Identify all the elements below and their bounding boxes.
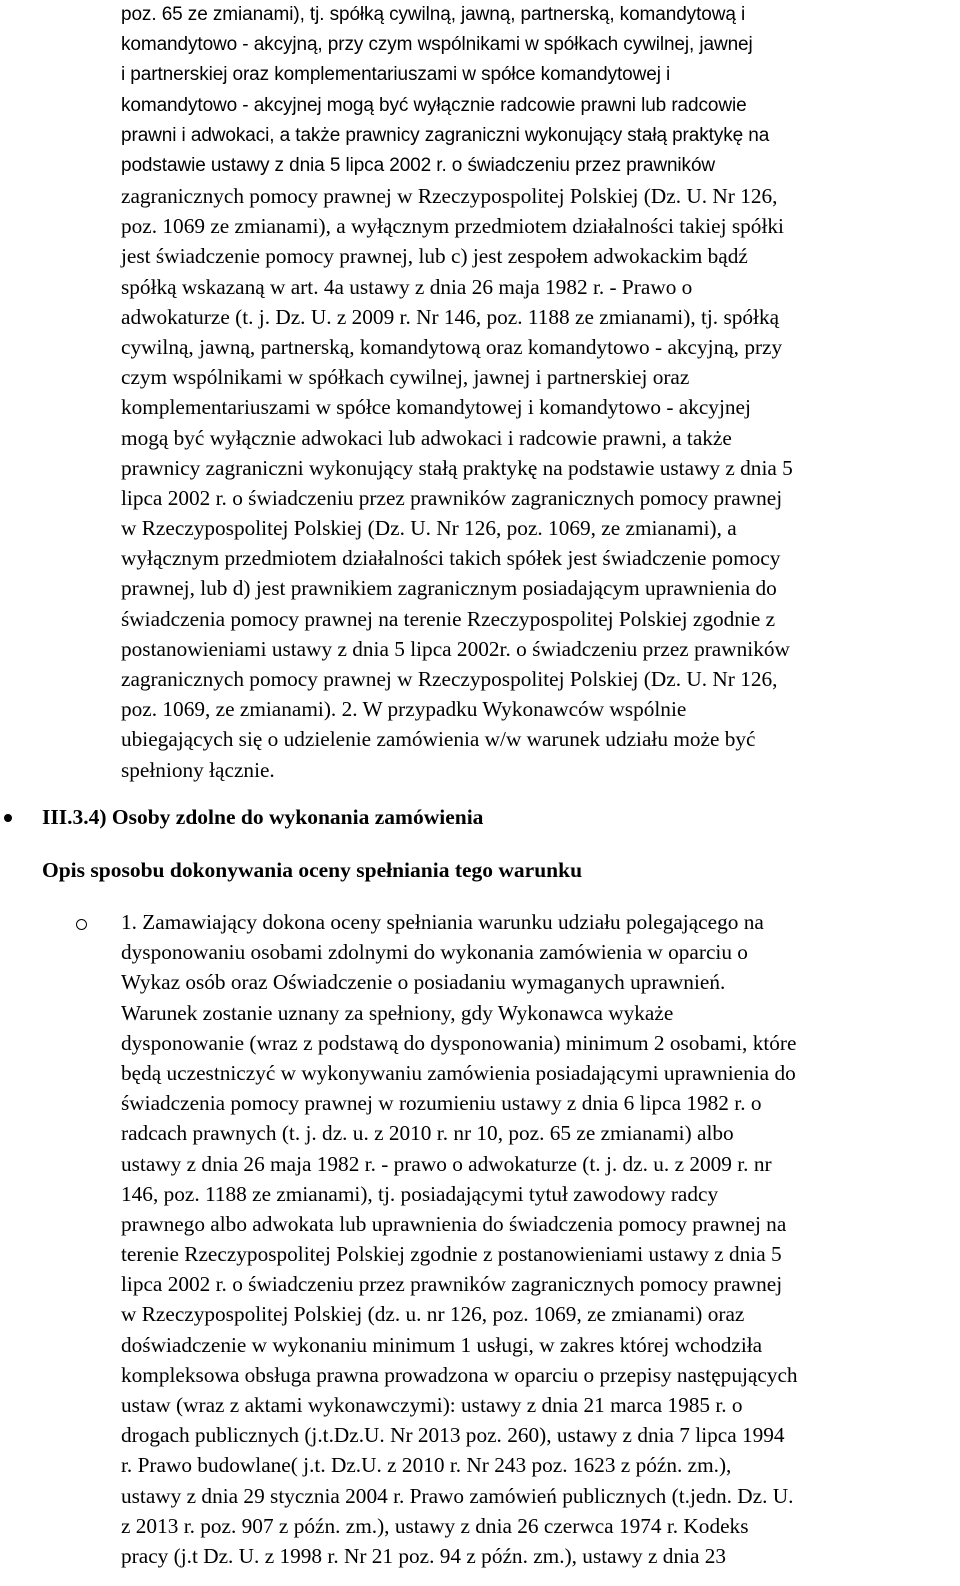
- text-line: mogą być wyłącznie adwokaci lub adwokaci i radcowie prawni, a także: [121, 425, 732, 450]
- text-line: prawnej, lub d) jest prawnikiem zagranicznym posiadającym uprawnienia do: [121, 576, 777, 601]
- text-line: świadczenia pomocy prawnej w rozumieniu ustawy z dnia 6 lipca 1982 r. o: [121, 1091, 762, 1116]
- text-line: ustaw (wraz z aktami wykonawczymi): ustawy z dnia 21 marca 1985 r. o: [121, 1393, 743, 1417]
- subheading: Opis sposobu dokonywania oceny spełniania tego warunku: [42, 858, 583, 882]
- text-line: prawni i adwokaci, a także prawnicy zagraniczni wykonujący stałą praktykę na: [121, 124, 770, 146]
- text-line: radcach prawnych (t. j. dz. u. z 2010 r. nr 10, poz. 65 ze zmianami) albo: [121, 1121, 734, 1146]
- text-line: poz. 65 ze zmianami), tj. spółką cywilną, jawną, partnerską, komandytową i: [121, 4, 746, 25]
- list-item-text: [121, 907, 957, 1571]
- text-line: będą uczestniczyć w wykonywaniu zamówienia posiadającymi uprawnienia do: [121, 1060, 796, 1085]
- text-line: i partnerskiej oraz komplementariuszami w spółce komandytowej i: [121, 64, 671, 86]
- text-line: Warunek zostanie uznany za spełniony, gdy Wykonawca wykaże: [121, 1000, 674, 1025]
- text-line: pracy (j.t Dz. U. z 1998 r. Nr 21 poz. 94 z późn. zm.), ustawy z dnia 23: [121, 1543, 727, 1568]
- text-line: poz. 1069, ze zmianami). 2. W przypadku Wykonawców wspólnie: [121, 697, 687, 722]
- text-line: prawnicy zagraniczni wykonujący stałą praktykę na podstawie ustawy z dnia 5: [121, 455, 793, 480]
- text-line: ustawy z dnia 29 stycznia 2004 r. Prawo zamówień publicznych (t.jedn. Dz. U.: [121, 1483, 794, 1508]
- text-line: 1. Zamawiający dokona oceny spełniania warunku udziału polegającego na: [121, 910, 764, 934]
- paragraph-serif: [121, 181, 957, 785]
- section-heading-text: III.3.4) Osoby zdolne do wykonania zamówienia: [42, 805, 484, 829]
- paragraph-sans: [121, 0, 957, 181]
- text-line: poz. 1069 ze zmianami), a wyłącznym przedmiotem działalności takiej spółki: [121, 214, 784, 239]
- text-line: w Rzeczypospolitej Polskiej (dz. u. nr 126, poz. 1069, ze zmianami) oraz: [121, 1302, 745, 1327]
- text-line: komandytowo - akcyjnej mogą być wyłącznie radcowie prawni lub radcowie: [121, 94, 747, 116]
- text-line: lipca 2002 r. o świadczeniu przez prawników zagranicznych pomocy prawnej: [121, 1272, 783, 1297]
- bullet-icon: [4, 814, 12, 822]
- text-line: ustawy z dnia 26 maja 1982 r. - prawo o adwokaturze (t. j. dz. u. z 2009 r. nr: [121, 1151, 772, 1176]
- text-line: cywilną, jawną, partnerską, komandytową oraz komandytowo - akcyjną, przy: [121, 334, 783, 359]
- text-line: wyłącznym przedmiotem działalności takich spółek jest świadczenie pomocy: [121, 546, 781, 571]
- text-line: komandytowo - akcyjną, przy czym wspólnikami w spółkach cywilnej, jawnej: [121, 34, 753, 56]
- text-line: postanowieniami ustawy z dnia 5 lipca 2002r. o świadczeniu przez prawników: [121, 636, 790, 661]
- text-line: komplementariuszami w spółce komandytowej i komandytowo - akcyjnej: [121, 395, 751, 420]
- text-line: ubiegających się o udzielenie zamówienia w/w warunek udziału może być: [121, 727, 756, 752]
- text-line: zagranicznych pomocy prawnej w Rzeczypospolitej Polskiej (Dz. U. Nr 126,: [121, 184, 778, 208]
- text-line: adwokaturze (t. j. Dz. U. z 2009 r. Nr 146, poz. 1188 ze zmianami), tj. spółką: [121, 304, 780, 329]
- text-line: dysponowaniu osobami zdolnymi do wykonania zamówienia w oparciu o: [121, 940, 748, 965]
- section-heading: [42, 802, 483, 832]
- text-line: spółką wskazaną w art. 4a ustawy z dnia 26 maja 1982 r. - Prawo o: [121, 274, 693, 299]
- text-line: kompleksowa obsługa prawna prowadzona w oparciu o przepisy następujących: [121, 1362, 798, 1387]
- text-line: terenie Rzeczypospolitej Polskiej zgodnie z postanowieniami ustawy z dnia 5: [121, 1242, 782, 1267]
- text-line: Wykaz osób oraz Oświadczenie o posiadaniu wymaganych uprawnień.: [121, 970, 726, 995]
- text-line: z 2013 r. poz. 907 z późn. zm.), ustawy z dnia 26 czerwca 1974 r. Kodeks: [121, 1513, 749, 1538]
- text-line: r. Prawo budowlane( j.t. Dz.U. z 2010 r. Nr 243 poz. 1623 z późn. zm.),: [121, 1453, 732, 1478]
- text-line: czym wspólnikami w spółkach cywilnej, jawnej i partnerskiej oraz: [121, 365, 690, 390]
- text-line: drogach publicznych (j.t.Dz.U. Nr 2013 poz. 260), ustawy z dnia 7 lipca 1994: [121, 1423, 785, 1448]
- text-line: lipca 2002 r. o świadczeniu przez prawników zagranicznych pomocy prawnej: [121, 485, 783, 510]
- text-line: 146, poz. 1188 ze zmianami), tj. posiadającymi tytuł zawodowy radcy: [121, 1181, 719, 1206]
- text-line: doświadczenie w wykonaniu minimum 1 usługi, w zakres której wchodziła: [121, 1332, 763, 1357]
- text-line: świadczenia pomocy prawnej na terenie Rzeczypospolitej Polskiej zgodnie z: [121, 606, 776, 631]
- text-line: w Rzeczypospolitej Polskiej (Dz. U. Nr 126, poz. 1069, ze zmianami), a: [121, 516, 737, 541]
- text-line: dysponowanie (wraz z podstawą do dysponowania) minimum 2 osobami, które: [121, 1030, 797, 1055]
- text-line: zagranicznych pomocy prawnej w Rzeczypospolitej Polskiej (Dz. U. Nr 126,: [121, 667, 778, 691]
- circle-bullet-icon: [76, 919, 87, 930]
- text-line: jest świadczenie pomocy prawnej, lub c) jest zespołem adwokackim bądź: [121, 244, 748, 269]
- text-line: prawnego albo adwokata lub uprawnienia do świadczenia pomocy prawnej na: [121, 1211, 787, 1236]
- text-line: spełniony łącznie.: [121, 757, 275, 782]
- text-line: podstawie ustawy z dnia 5 lipca 2002 r. o świadczeniu przez prawników: [121, 154, 716, 176]
